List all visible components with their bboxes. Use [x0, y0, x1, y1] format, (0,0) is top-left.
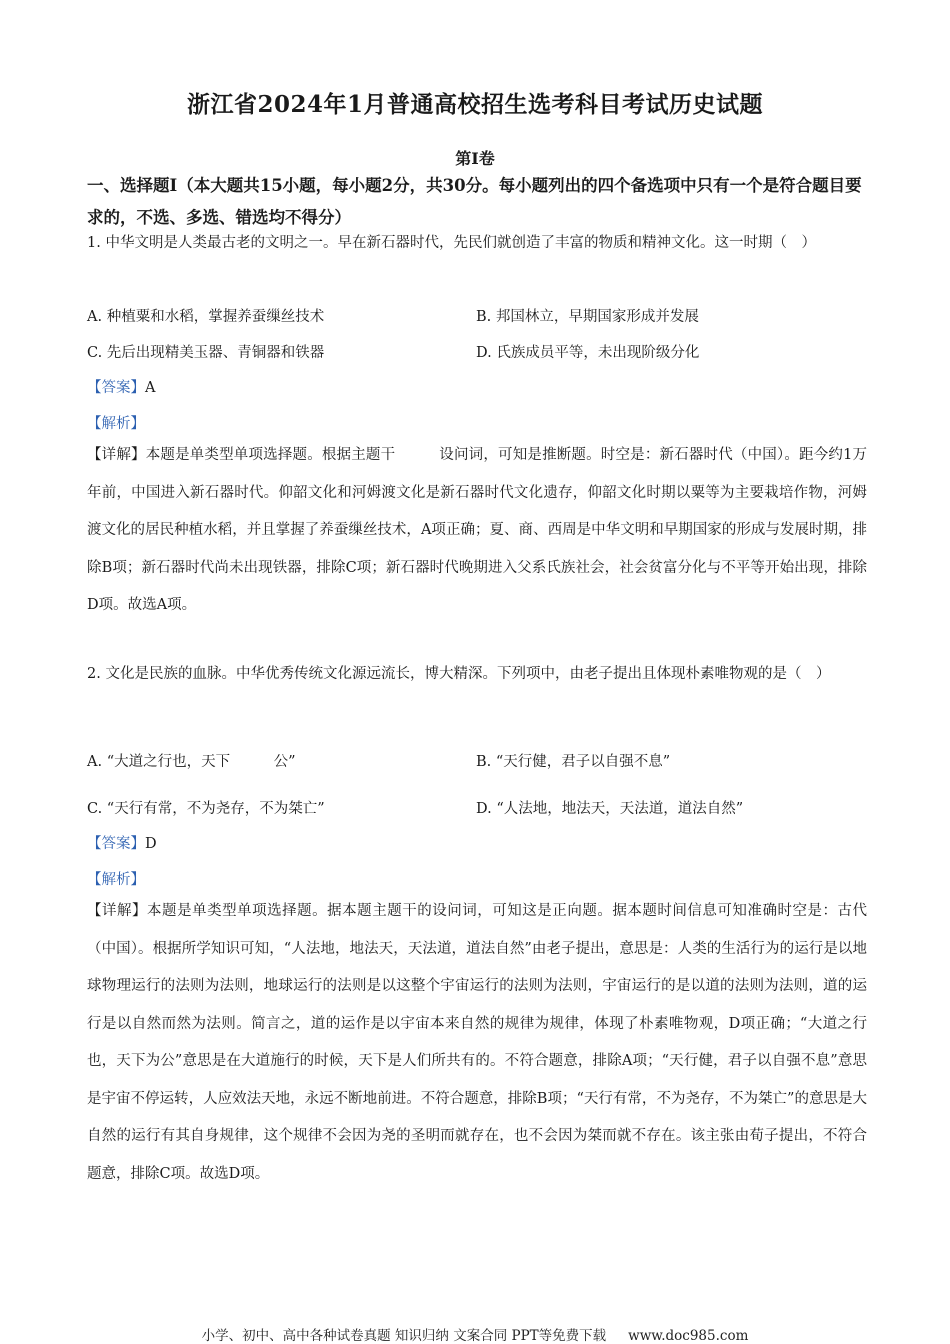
question-2-detail: [87, 893, 867, 1193]
question-2-analysis-label: 【解析】: [87, 872, 145, 888]
question-1-answer: [87, 376, 155, 397]
question-1-analysis-label: 【解析】: [87, 416, 145, 432]
question-2-answer: [87, 832, 157, 853]
detail-label: 【详解】: [87, 903, 148, 919]
question-1-option-b: B. 邦国林立，早期国家形成并发展: [476, 309, 699, 325]
footer-text: 小学、初中、高中各种试卷真题 知识归纳 文案合同 PPT等免费下载: [201, 1328, 607, 1344]
answer-label: 【答案】: [87, 836, 145, 852]
detail-text: 本题是单类型单项选择题。据本题主题干的设问词，可知这是正向题。据本题时间信息可知准确时空是：古代（中国）。根据所学知识可知，“人法地，地法天，天法道，道法自然”由老子提出，意思是：人类的生活行为的运行是以地球物理运行的法则为法则，地球运行的法则是以这整个宇宙运行的法则为法则，宇宙运行的是以道的法则为法则，道的运行是以自然而然为法则。简言之，道的运作是以宇宙本来自然的规律为规律，体现了朴素唯物观，D项正确；“大道之行也，天下为公”意思是在大道施行的时候，天下是人们所共有的。不符合题意，排除A项；“天行健，君子以自强不息”意思是宇宙不停运转，人应效法天地，永远不断地前进。不符合题意，排除B项；“天行有常，不为尧存，不为桀亡”的意思是大自然的运行有其自身规律，这个规律不会因为尧的圣明而就存在，也不会因为桀而就不存在。该主张由荀子提出，不符合题意，排除C项。故选D项。: [87, 903, 868, 1182]
question-1-option-c: C. 先后出现精美玉器、青铜器和铁器: [87, 345, 325, 361]
answer-value: A: [145, 380, 156, 396]
section-heading: 一、选择题Ⅰ（本大题共15小题，每小题2分，共30分。每小题列出的四个备选项中只有一个是符合题目要求的，不选、多选、错选均不得分）: [87, 176, 862, 227]
answer-value: D: [145, 836, 157, 852]
question-1-stem: 1. 中华文明是人类最古老的文明之一。早在新石器时代，先民们就创造了丰富的物质和精神文化。这一时期（ ）: [87, 235, 816, 251]
question-2-option-a: A. “大道之行也，天下 公”: [87, 754, 296, 770]
question-2-stem: 2. 文化是民族的血脉。中华优秀传统文化源远流长，博大精深。下列项中，由老子提出且体现朴素唯物观的是（ ）: [87, 666, 831, 682]
question-2-option-c: C. “天行有常，不为尧存，不为桀亡”: [87, 801, 325, 817]
question-2-option-b: B. “天行健，君子以自强不息”: [476, 754, 671, 770]
question-1-option-a: A. 种植粟和水稻，掌握养蚕缫丝技术: [87, 309, 325, 325]
page-title: 浙江省2024年1月普通高校招生选考科目考试历史试题: [186, 91, 764, 118]
detail-label: 【详解】: [87, 447, 146, 463]
answer-label: 【答案】: [87, 380, 145, 396]
question-1-option-d: D. 氏族成员平等，未出现阶级分化: [476, 345, 700, 361]
volume-heading: 第Ⅰ卷: [455, 149, 495, 168]
page-footer: [0, 1324, 950, 1344]
question-1-detail: [87, 437, 867, 625]
footer-url[interactable]: www.doc985.com: [628, 1328, 749, 1344]
question-2-option-d: D. “人法地，地法天，天法道，道法自然”: [476, 801, 744, 817]
detail-text: 本题是单类型单项选择题。根据主题干 设问词，可知是推断题。时空是：新石器时代（中国）。距今约1万年前，中国进入新石器时代。仰韶文化和河姆渡文化是新石器时代文化遗存，仰韶文化时期以粟等为主要栽培作物，河姆渡文化的居民种植水稻，并且掌握了养蚕缫丝技术，A项正确；夏、商、西周是中华文明和早期国家的形成与发展时期，排除B项；新石器时代尚未出现铁器，排除C项；新石器时代晚期进入父系氏族社会，社会贫富分化与不平等开始出现，排除D项。故选A项。: [87, 447, 867, 613]
